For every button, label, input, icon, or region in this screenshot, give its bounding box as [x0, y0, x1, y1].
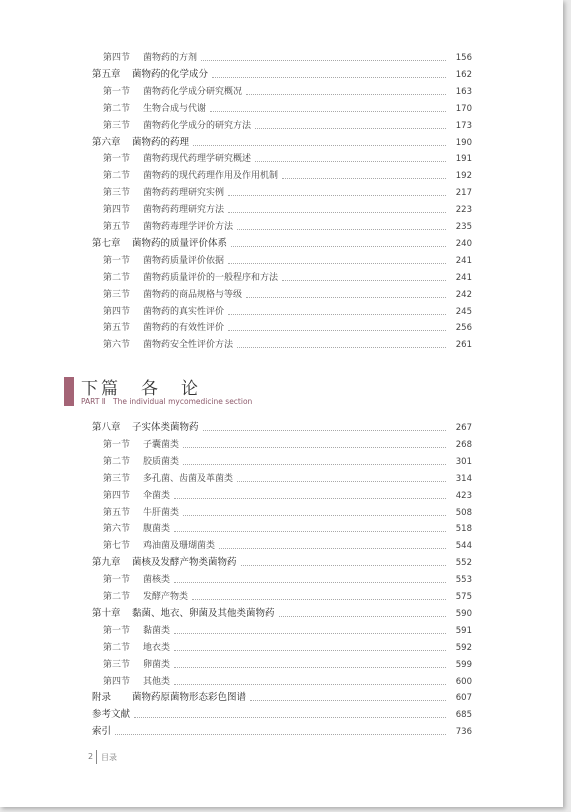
toc-entry-chapter: [0, 552, 563, 569]
toc-entry-section: [0, 317, 563, 334]
toc-entry-label: [0, 507, 179, 519]
toc-entry-title: 菌物药的真实性评价: [143, 306, 225, 317]
toc-entry-page: 607: [455, 693, 472, 704]
part-subtitle: PART Ⅱ The individual mycomedicine section: [81, 397, 253, 406]
toc-entry-page: 240: [455, 238, 472, 249]
toc-entry-page: 261: [455, 340, 472, 351]
toc-entry-section: [0, 654, 563, 671]
toc-entry-title: 其他类: [143, 676, 171, 687]
toc-entry-number: 第一节: [103, 575, 131, 586]
toc-entry-page: 242: [455, 289, 472, 300]
toc-entry-page: 217: [455, 188, 472, 199]
toc-entry-label: [0, 523, 170, 535]
toc-entry-title: 菌核及发酵产物类菌物药: [132, 557, 237, 569]
toc-entry-number: 第五节: [103, 507, 131, 518]
toc-entry-page: 191: [455, 154, 472, 165]
toc-entry-page: 518: [455, 524, 472, 535]
toc-entry-title: 菌物药的质量评价体系: [132, 237, 228, 249]
toc-entry-title: 黏菌、地衣、卵菌及其他类菌物药: [132, 607, 275, 619]
toc-entry-label: [0, 456, 179, 468]
toc-entry-number: 第四节: [103, 53, 131, 63]
toc-entry-section: [0, 115, 563, 132]
toc-entry-number: 第一节: [103, 255, 131, 266]
toc-entry-page: 241: [455, 272, 472, 283]
toc-entry-page: 162: [455, 69, 472, 80]
toc-entry-label: [0, 574, 170, 586]
toc-entry-section: [0, 216, 563, 233]
toc-entry-page: 592: [455, 642, 472, 653]
toc-entry-chapter: [0, 704, 563, 721]
toc-entry-page: 591: [455, 625, 472, 636]
toc-entry-label: [0, 86, 242, 98]
toc-entry-number: 第三节: [103, 289, 131, 300]
toc-entry-title: 菌物药安全性评价方法: [143, 340, 234, 351]
toc-leader-dots: [174, 650, 446, 651]
toc-entry-title: 发酵产物类: [143, 592, 189, 602]
toc-entry-page: 245: [455, 306, 472, 317]
toc-entry-page: 599: [455, 659, 472, 670]
toc-entry-title: 菌物药化学成分的研究方法: [143, 120, 252, 131]
toc-leader-dots: [237, 347, 446, 348]
toc-entry-title: 菌核类: [143, 575, 171, 586]
toc-entry-number: 第一节: [103, 86, 131, 97]
toc-entry-label: [0, 187, 224, 199]
toc-entry-chapter: [0, 132, 563, 149]
toc-entry-section: [0, 451, 563, 468]
toc-entry-section: [0, 334, 563, 351]
toc-entry-page: 575: [455, 592, 472, 602]
toc-entry-label: [0, 238, 227, 250]
toc-entry-number: 第四节: [103, 490, 131, 501]
toc-entry-page: 508: [455, 507, 472, 518]
toc-entry-page: 267: [455, 423, 472, 433]
toc-leader-dots: [192, 599, 446, 600]
toc-entry-section: [0, 671, 563, 688]
footer-label: 目录: [101, 753, 117, 762]
toc-leader-dots: [228, 330, 446, 331]
toc-entry-title: 菌物药质量评价的一般程序和方法: [143, 272, 279, 283]
toc-entry-section: [0, 250, 563, 267]
toc-entry-number: 第六节: [103, 524, 131, 535]
toc-entry-number: 第一节: [103, 439, 131, 450]
toc-entry-page: 190: [455, 137, 472, 148]
toc-entry-label: [0, 289, 242, 301]
toc-entry-title: 子囊菌类: [143, 439, 180, 450]
toc-leader-dots: [219, 548, 446, 549]
toc-leader-dots: [282, 178, 446, 179]
toc-entry-label: [0, 255, 224, 267]
toc-entry-number: 第九章: [92, 557, 121, 569]
toc-leader-dots: [246, 297, 446, 298]
toc-leader-dots: [246, 94, 446, 95]
toc-entry-number: 附录: [92, 692, 112, 704]
toc-entry-title: 子实体类菌物药: [132, 422, 199, 433]
toc-entry-chapter: [0, 687, 563, 704]
toc-leader-dots: [193, 145, 446, 146]
toc-entry-number: 第十章: [92, 607, 121, 619]
toc-entry-number: 索引: [92, 726, 112, 738]
toc-entry-section: [0, 569, 563, 586]
toc-entry-section: [0, 267, 563, 284]
toc-entry-section: [0, 284, 563, 301]
toc-entry-label: [0, 339, 233, 351]
toc-entry-number: 第六节: [103, 340, 131, 351]
toc-entry-label: [0, 642, 170, 654]
toc-leader-dots: [203, 430, 446, 431]
toc-leader-dots: [228, 195, 446, 196]
toc-entry-label: [0, 709, 130, 721]
toc-entry-page: 223: [455, 205, 472, 216]
toc-entry-label: [0, 137, 189, 149]
toc-entry-number: 第六章: [92, 136, 121, 148]
toc-entry-page: 173: [455, 120, 472, 131]
toc-leader-dots: [250, 700, 446, 701]
toc-entry-title: 黏菌类: [143, 625, 171, 636]
toc-entry-label: [0, 439, 179, 451]
toc-leader-dots: [282, 280, 446, 281]
toc-entry-number: 第二节: [103, 592, 131, 602]
toc-entry-title: 菌物药药理研究方法: [143, 205, 225, 216]
toc-entry-title: 菌物药的方剂: [143, 53, 198, 63]
toc-entry-number: 第四节: [103, 205, 131, 216]
toc-leader-dots: [228, 314, 446, 315]
toc-entry-title: 菌物药毒理学评价方法: [143, 222, 234, 232]
toc-leader-dots: [237, 229, 446, 230]
toc-entry-page: 423: [455, 490, 472, 501]
toc-entry-number: 第一节: [103, 154, 131, 165]
toc-entry-label: [0, 591, 188, 603]
toc-entry-section: [0, 502, 563, 519]
toc-entry-number: 第三节: [103, 473, 131, 484]
toc-entry-number: 第二节: [103, 456, 131, 467]
toc-entry-number: 第二节: [103, 171, 131, 182]
toc-entry-section: [0, 301, 563, 318]
toc-entry-page: 553: [455, 575, 472, 586]
toc-entry-title: 生物合成与代谢: [143, 103, 207, 114]
toc-entry-number: 第二节: [103, 103, 131, 114]
toc-entry-label: [0, 726, 111, 738]
toc-entry-label: [0, 103, 206, 115]
toc-entry-page: 156: [455, 53, 472, 63]
toc-entry-title: 菌物药的商品规格与等级: [143, 289, 243, 300]
toc-leader-dots: [174, 667, 446, 668]
toc-entry-label: [0, 120, 251, 132]
toc-entry-title: 地衣类: [143, 642, 171, 653]
toc-entry-section: [0, 637, 563, 654]
toc-entry-title: 菌物药的现代药理作用及作用机制: [143, 171, 279, 182]
toc-entry-section: [0, 434, 563, 451]
toc-entry-page: 170: [455, 103, 472, 114]
toc-entry-number: 第三节: [103, 188, 131, 199]
toc-entry-number: 第三节: [103, 659, 131, 670]
toc-entry-page: 268: [455, 439, 472, 450]
toc-entry-section: [0, 485, 563, 502]
toc-entry-title: 菌物药的化学成分: [132, 68, 209, 80]
toc-entry-title: 伞菌类: [143, 490, 171, 501]
toc-entry-page: 544: [455, 541, 472, 552]
toc-entry-title: 菌物药的药理: [132, 136, 190, 148]
toc-entry-page: 163: [455, 86, 472, 97]
toc-leader-dots: [255, 161, 446, 162]
toc-entry-label: [0, 490, 170, 502]
toc-leader-dots: [228, 263, 446, 264]
toc-entry-label: [0, 306, 224, 318]
toc-entry-label: [0, 676, 170, 688]
toc-entry-section: [0, 535, 563, 552]
toc-leader-dots: [237, 481, 446, 482]
toc-leader-dots: [231, 246, 446, 247]
toc-leader-dots: [174, 582, 446, 583]
toc-entry-chapter: [0, 417, 563, 434]
toc-entry-label: [0, 422, 199, 434]
toc-entry-number: 第八章: [92, 422, 121, 433]
toc-entry-section: [0, 182, 563, 199]
toc-leader-dots: [279, 616, 446, 617]
toc-entry-label: [0, 608, 275, 620]
toc-leader-dots: [201, 60, 446, 61]
toc-entry-label: [0, 692, 246, 704]
toc-entry-chapter: [0, 233, 563, 250]
part-accent-bar: [64, 377, 74, 406]
toc-entry-number: 参考文献: [92, 709, 131, 721]
toc-entry-title: 菌物药药理研究实例: [143, 188, 225, 199]
toc-entry-title: 胶质菌类: [143, 456, 180, 467]
toc-entry-section: [0, 81, 563, 98]
toc-entry-label: [0, 625, 170, 637]
toc-leader-dots: [174, 498, 446, 499]
toc-entry-label: [0, 659, 170, 671]
toc-entry-title: 菌物药现代药理学研究概述: [143, 154, 252, 165]
part-title: 下篇 各 论: [81, 379, 201, 399]
toc-entry-number: 第二节: [103, 642, 131, 653]
toc-entry-number: 第二节: [103, 272, 131, 283]
toc-leader-dots: [183, 447, 446, 448]
toc-leader-dots: [174, 684, 446, 685]
toc-entry-number: 第四节: [103, 676, 131, 687]
toc-leader-dots: [228, 212, 446, 213]
toc-leader-dots: [210, 111, 446, 112]
toc-entry-title: 多孔菌、齿菌及革菌类: [143, 473, 234, 484]
footer-page-number: 2: [88, 752, 94, 761]
toc-leader-dots: [212, 77, 446, 78]
toc-entry-page: 241: [455, 255, 472, 266]
toc-entry-label: [0, 272, 278, 284]
toc-entry-section: [0, 620, 563, 637]
toc-entry-number: 第一节: [103, 625, 131, 636]
toc-entry-label: [0, 153, 251, 165]
toc-entry-page: 314: [455, 473, 472, 484]
toc-entry-label: [0, 540, 215, 552]
toc-entry-title: 菌物药的有效性评价: [143, 323, 225, 334]
toc-entry-section: [0, 468, 563, 485]
toc-entry-title: 菌物药化学成分研究概况: [143, 86, 243, 97]
toc-leader-dots: [255, 128, 446, 129]
toc-entry-page: 590: [455, 608, 472, 619]
toc-leader-dots: [183, 515, 446, 516]
toc-leader-dots: [134, 717, 446, 718]
toc-entry-title: 菌物药质量评价依据: [143, 255, 225, 266]
toc-entry-label: [0, 69, 208, 81]
toc-entry-title: 鸡油菌及珊瑚菌类: [143, 541, 216, 552]
toc-entry-label: [0, 204, 224, 216]
toc-entry-section: [0, 518, 563, 535]
toc-entry-page: 552: [455, 558, 472, 569]
toc-entry-label: [0, 52, 197, 64]
toc-leader-dots: [174, 531, 446, 532]
toc-entry-number: 第五节: [103, 222, 131, 232]
toc-entry-section: [0, 199, 563, 216]
toc-entry-page: 192: [455, 171, 472, 182]
toc-entry-page: 600: [455, 676, 472, 687]
toc-entry-chapter: [0, 603, 563, 620]
toc-entry-page: 235: [455, 222, 472, 232]
toc-entry-number: 第五节: [103, 323, 131, 334]
toc-leader-dots: [115, 734, 446, 735]
toc-entry-section: [0, 47, 563, 64]
toc-entry-page: 685: [455, 710, 472, 721]
toc-entry-label: [0, 170, 278, 182]
toc-entry-label: [0, 322, 224, 334]
toc-entry-section: [0, 98, 563, 115]
toc-entry-page: 256: [455, 323, 472, 334]
toc-entry-title: 牛肝菌类: [143, 507, 180, 518]
toc-entry-number: 第五章: [92, 68, 121, 80]
toc-entry-label: [0, 473, 233, 485]
toc-entry-chapter: [0, 721, 563, 738]
toc-entry-section: [0, 165, 563, 182]
toc-entry-number: 第四节: [103, 306, 131, 317]
footer-divider: [96, 750, 97, 764]
toc-leader-dots: [183, 464, 446, 465]
toc-entry-title: 卵菌类: [143, 659, 171, 670]
toc-entry-number: 第三节: [103, 120, 131, 131]
toc-entry-title: 腹菌类: [143, 524, 171, 535]
toc-entry-number: 第七节: [103, 541, 131, 552]
toc-entry-label: [0, 221, 233, 233]
toc-entry-page: 301: [455, 456, 472, 467]
toc-entry-number: 第七章: [92, 237, 121, 249]
toc-leader-dots: [241, 565, 446, 566]
toc-entry-section: [0, 586, 563, 603]
toc-leader-dots: [174, 633, 446, 634]
toc-entry-section: [0, 148, 563, 165]
toc-entry-title: 菌物药原菌物形态彩色图谱: [132, 692, 247, 704]
toc-entry-chapter: [0, 64, 563, 81]
toc-entry-label: [0, 557, 237, 569]
toc-entry-page: 736: [455, 727, 472, 738]
